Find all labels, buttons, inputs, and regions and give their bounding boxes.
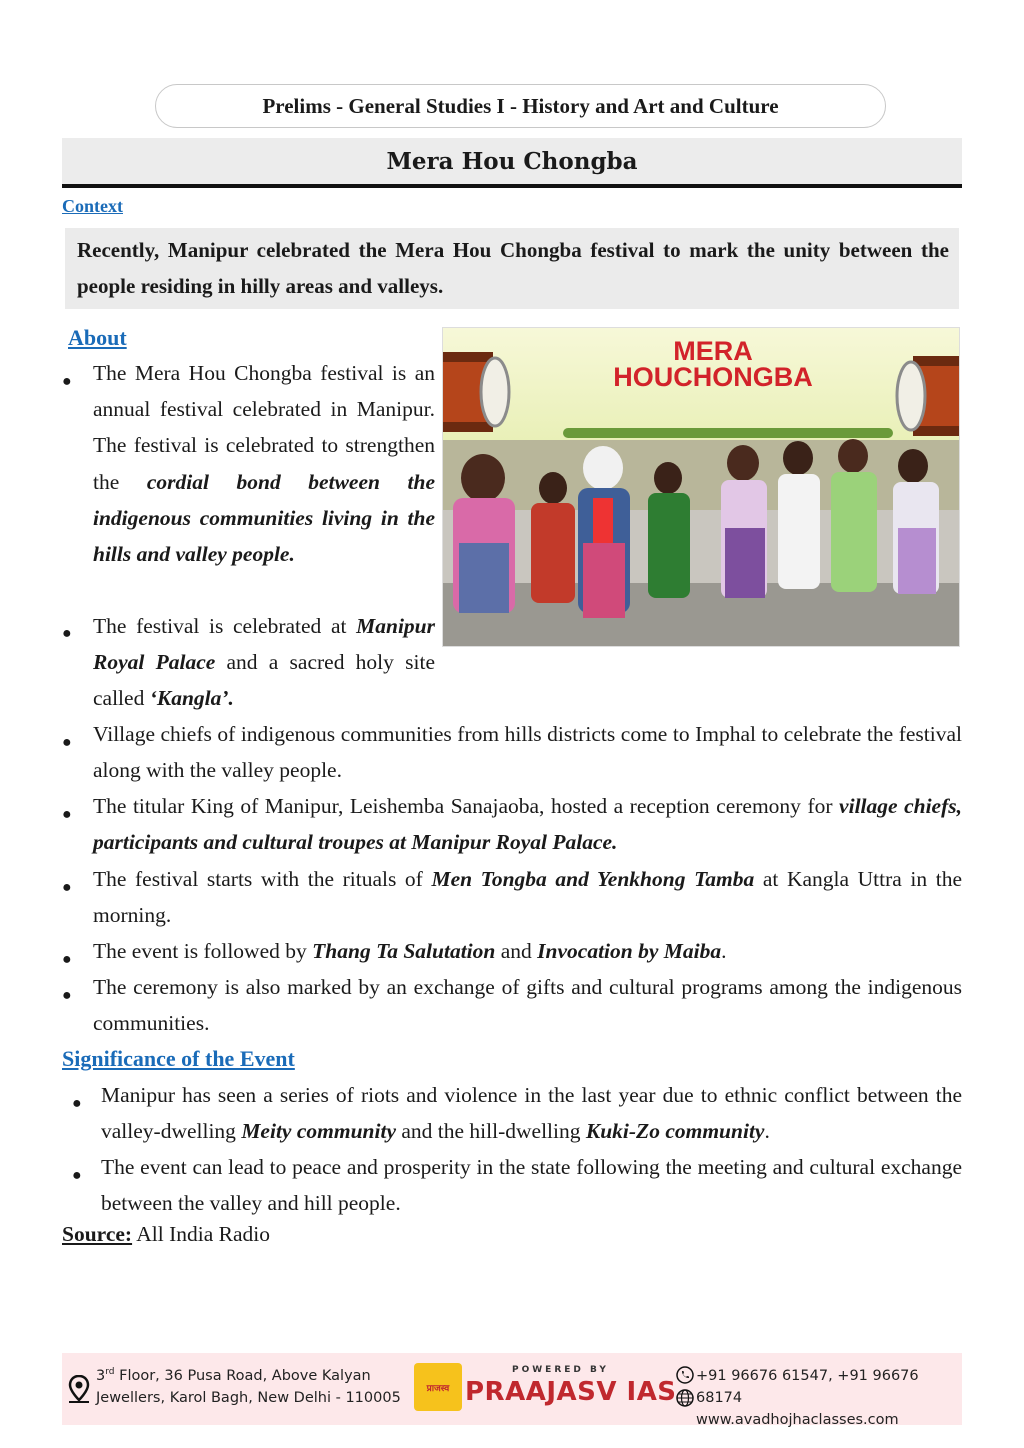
about-bullet-5-emphasis: Men Tongba and Yenkhong Tamba — [431, 867, 755, 891]
about-bullet-6-text: The event is followed by — [93, 939, 313, 963]
about-bullet-2-text: The festival is celebrated at — [93, 614, 357, 638]
significance-bullet-1-mid: and the hill-dwelling — [395, 1119, 586, 1144]
festival-photo — [442, 327, 960, 647]
about-bullet-2-emphasis-1: Manipur Royal Palace — [93, 614, 435, 675]
bullet-icon: ● — [62, 373, 72, 390]
festival-photo-illustration — [443, 328, 960, 647]
about-bullet-4-text: The titular King of Manipur, Leishemba Sanajaoba, hosted a reception ceremony for — [93, 794, 840, 818]
bullet-icon: ● — [62, 879, 72, 896]
category-header — [155, 84, 886, 128]
bullet-icon: ● — [72, 1167, 82, 1184]
brand-name: PRAAJASV IAS — [465, 1377, 677, 1407]
website-link[interactable]: www.avadhojhaclasses.com — [696, 1412, 899, 1428]
footer-contact — [696, 1365, 962, 1431]
about-bullet-7: The ceremony is also marked by an exchange of gifts and cultural programs among the indigenous communities. — [93, 975, 962, 1036]
page-title: Mera Hou Chongba — [386, 147, 638, 175]
context-text: Recently, Manipur celebrated the Mera Hou Chongba festival to mark the unity between the people residing in hilly areas and valleys. — [77, 238, 949, 298]
about-bullet-1-text: The Mera Hou Chongba festival is an annual festival celebrated in Manipur. The festival is celebrated to strengthen the — [93, 361, 435, 494]
source-label: Source: — [62, 1222, 133, 1246]
banner-line-2: HOUCHONGBA — [613, 362, 813, 392]
location-pin-icon — [68, 1375, 90, 1403]
category-text: Prelims - General Studies I - History and Art and Culture — [262, 93, 779, 118]
bullet-icon: ● — [62, 734, 72, 751]
significance-bullet-2: The event can lead to peace and prosperity in the state following the meeting and cultural exchange between the valley and hill people. — [101, 1155, 962, 1216]
address-floor-suffix: rd — [105, 1367, 115, 1377]
banner-line-1: MERA — [673, 336, 753, 366]
address-line-1: Floor, 36 Pusa Road, Above Kalyan — [114, 1367, 371, 1384]
about-bullet-5-text: The festival starts with the rituals of — [93, 867, 432, 891]
praajasv-logo — [414, 1363, 462, 1411]
bullet-icon: ● — [72, 1095, 82, 1112]
significance-bullet-1-emphasis-1: Meity community — [241, 1119, 396, 1144]
globe-icon — [676, 1389, 694, 1407]
bullet-icon: ● — [62, 806, 72, 823]
bullet-icon: ● — [62, 951, 72, 968]
about-bullet-3: Village chiefs of indigenous communities from hills districts come to Imphal to celebrate the festival along with the valley people. — [93, 722, 962, 783]
about-bullet-6-emphasis-1: Thang Ta Salutation — [312, 939, 496, 963]
phone-numbers: +91 96676 61547, +91 96676 68174 — [696, 1368, 919, 1406]
about-bullet-1-emphasis: cordial bond between the indigenous communities living in the hills and valley people. — [93, 469, 435, 567]
about-bullet-2-mid: and a sacred holy site called — [93, 650, 435, 711]
footer-address — [96, 1361, 401, 1409]
about-bullet-4 — [93, 788, 962, 860]
context-heading: Context — [62, 196, 123, 216]
about-bullet-6-post: . — [721, 939, 727, 963]
footer — [62, 1353, 962, 1428]
about-bullet-6-mid: and — [495, 939, 538, 963]
about-bullet-2-emphasis-2: ‘Kangla’. — [149, 686, 234, 711]
about-bullet-5 — [93, 861, 962, 933]
about-bullet-4-emphasis: village chiefs, participants and cultural troupes at Manipur Royal Palace. — [93, 794, 962, 855]
about-bullet-6 — [93, 933, 962, 969]
phone-icon — [676, 1366, 694, 1384]
significance-bullet-1 — [101, 1077, 962, 1149]
significance-bullet-1-text: Manipur has seen a series of riots and violence in the last year due to ethnic conflict between the valley-dwelling — [101, 1083, 962, 1144]
about-bullet-5-post: at Kangla Uttra in the morning. — [93, 867, 962, 928]
significance-bullet-1-emphasis-2: Kuki-Zo community — [585, 1119, 765, 1144]
drum-right-icon — [897, 356, 960, 436]
about-bullet-1 — [93, 355, 435, 572]
source-value: All India Radio — [132, 1222, 271, 1246]
bullet-icon: ● — [62, 987, 72, 1004]
source-line — [62, 1222, 270, 1247]
address-floor-number: 3 — [96, 1367, 106, 1384]
about-bullet-2 — [93, 608, 435, 717]
address-line-2: Jewellers, Karol Bagh, New Delhi - 110005 — [96, 1389, 401, 1406]
significance-bullet-1-post: . — [764, 1119, 770, 1144]
about-heading: About — [68, 325, 127, 350]
drum-left-icon — [443, 352, 509, 432]
page-title-bar — [62, 138, 962, 188]
bullet-icon: ● — [62, 625, 72, 642]
context-box — [65, 228, 959, 309]
powered-by-label: POWERED BY — [512, 1365, 609, 1375]
logo-text: प्राजस्व — [426, 1383, 450, 1394]
significance-heading: Significance of the Event — [62, 1046, 295, 1071]
about-bullet-6-emphasis-2: Invocation by Maiba — [537, 939, 722, 963]
